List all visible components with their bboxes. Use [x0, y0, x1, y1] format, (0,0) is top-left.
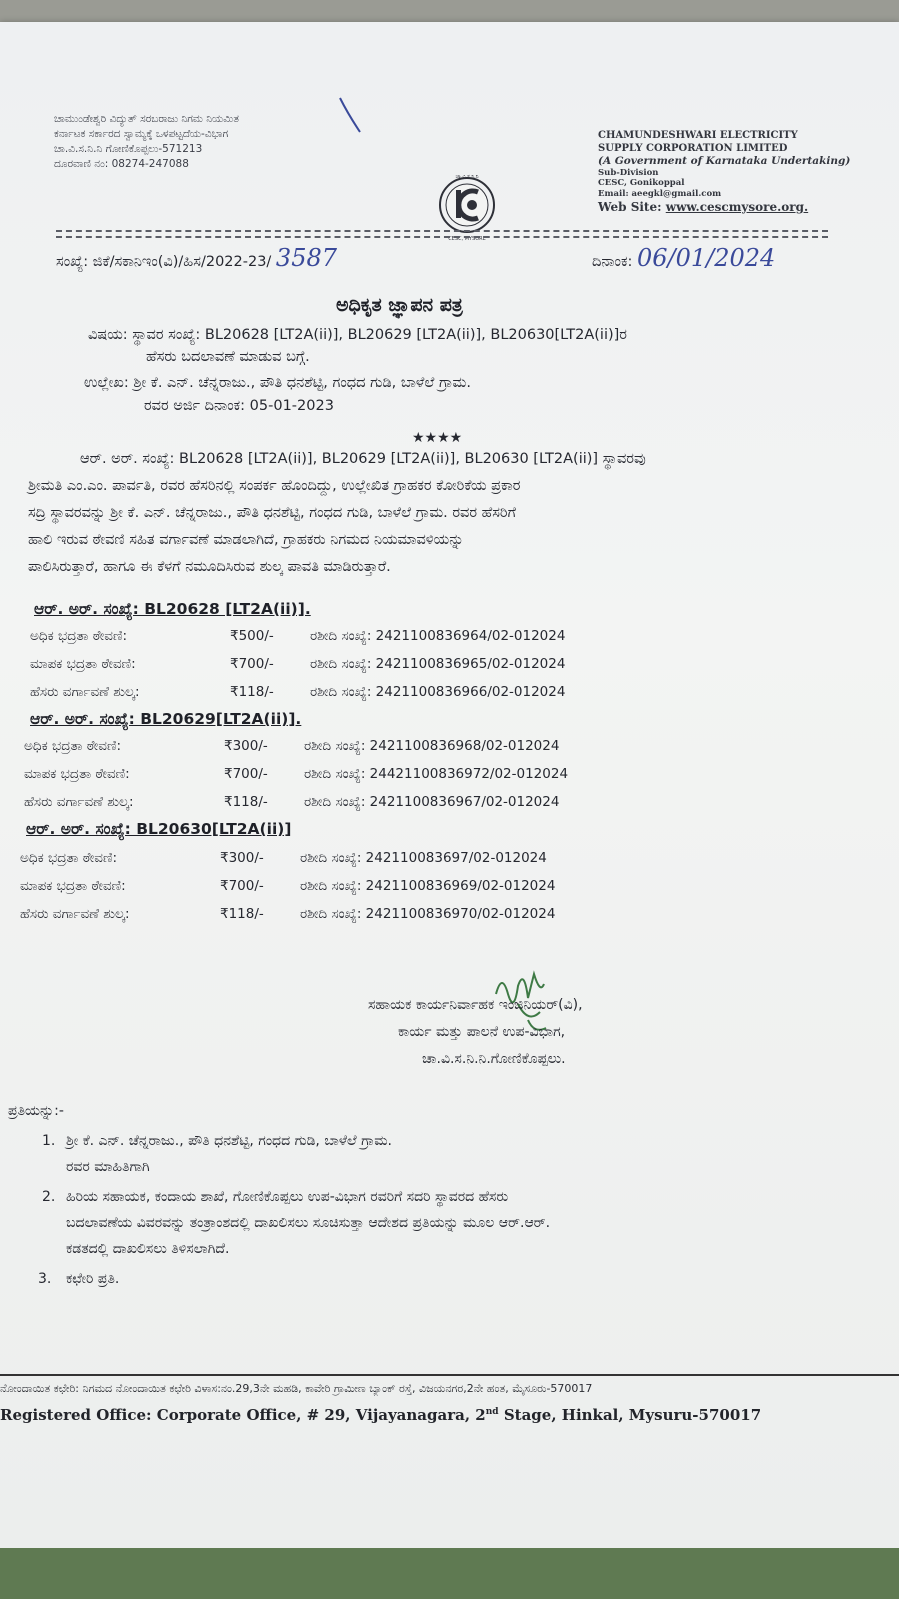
copy-item [66, 1266, 119, 1292]
fee-label: ಹೆಸರು ವರ್ಗಾವಣೆ ಶುಲ್ಕ: [30, 684, 140, 700]
receipt-number: ರಶೀದಿ ಸಂಖ್ಯೆ: 2421100836970/02-012024 [300, 906, 556, 922]
copy-item-line: ಶ್ರೀ ಕೆ. ಎನ್. ಚೆನ್ನರಾಜು., ಪೌತಿ ಧನಶೆಟ್ಟಿ, ಗಂಧದ ಗುಡಿ, ಬಾಳೆಲೆ ಗ್ರಾಮ. [66, 1133, 392, 1149]
header-english-line: Email: aeegkl@gmail.com [598, 188, 722, 199]
fee-amount: ₹500/- [230, 628, 274, 644]
reference-block [84, 372, 471, 418]
website-link[interactable]: www.cescmysore.org. [665, 200, 809, 214]
body-line: ಹಾಲಿ ಇರುವ ಠೇವಣಿ ಸಹಿತ ವರ್ಗಾವಣೆ ಮಾಡಲಾಗಿದೆ, ಗ್ರಾಹಕರು ನಿಗಮದ ನಿಯಮಾವಳಿಯನ್ನು [28, 532, 464, 548]
fee-amount: ₹118/- [224, 794, 268, 810]
document-page [0, 22, 899, 1550]
header-website [598, 201, 850, 214]
footer-english-part: Stage, Hinkal, Mysuru-570017 [498, 1406, 762, 1424]
reference-label: ಉಲ್ಲೇಖ: [84, 375, 129, 391]
header-english-line: (A Government of Karnataka Undertaking) [598, 155, 851, 167]
fee-row [20, 906, 660, 926]
body-line: ಶ್ರೀಮತಿ ಎಂ.ಎಂ. ಪಾರ್ವತಿ, ರವರ ಹೆಸರಿನಲ್ಲಿ ಸಂಪರ್ಕ ಹೊಂದಿದ್ದು, ಉಲ್ಲೇಖಿತ ಗ್ರಾಹಕರ ಕೋರಿಕೆಯ ಪ್ರಕಾರ [28, 478, 521, 494]
receipt-number: ರಶೀದಿ ಸಂಖ್ಯೆ: 2421100836968/02-012024 [304, 738, 560, 754]
section-heading-bl20628: ಆರ್. ಅರ್. ಸಂಖ್ಯೆ: BL20628 [LT2A(ii)]. [34, 600, 311, 618]
fee-row [24, 766, 664, 786]
copy-item-line: ಹಿರಿಯ ಸಹಾಯಕ, ಕಂದಾಯ ಶಾಖೆ, ಗೋಣಿಕೊಪ್ಪಲು ಉಪ-ವಿಭಾಗ ರವರಿಗೆ ಸದರಿ ಸ್ಥಾವರದ ಹೆಸರು [66, 1189, 509, 1205]
fee-amount: ₹118/- [220, 906, 264, 922]
copy-item-line: ಕಡತದಲ್ಲಿ ದಾಖಲಿಸಲು ತಿಳಿಸಲಾಗಿದೆ. [66, 1241, 230, 1257]
copies-label: ಪ್ರತಿಯನ್ನು:- [8, 1103, 64, 1119]
fee-label: ಅಧಿಕ ಭದ್ರತಾ ಠೇವಣಿ: [30, 628, 128, 644]
body-paragraph [28, 446, 848, 581]
stars-divider: ★★★★ [412, 430, 463, 446]
fee-row [30, 656, 670, 676]
signature-block [368, 992, 583, 1073]
pen-mark-icon [336, 96, 366, 136]
header-separator [56, 230, 828, 232]
header-english-line: SUPPLY CORPORATION LIMITED [598, 142, 788, 154]
receipt-number: ರಶೀದಿ ಸಂಖ್ಯೆ: 2421100836964/02-012024 [310, 628, 566, 644]
section-heading-bl20630: ಆರ್. ಅರ್. ಸಂಖ್ಯೆ: BL20630[LT2A(ii)] [26, 820, 292, 838]
footer-english-sup: nd [485, 1407, 499, 1417]
fee-label: ಹೆಸರು ವರ್ಗಾವಣೆ ಶುಲ್ಕ: [20, 906, 130, 922]
copy-item-line: ಕಛೇರಿ ಪ್ರತಿ. [66, 1271, 120, 1287]
fee-amount: ₹700/- [220, 878, 264, 894]
header-english-line: CESC, Gonikoppal [598, 178, 685, 188]
subject-label: ವಿಷಯ: [88, 327, 128, 343]
date-label: ದಿನಾಂಕ: [592, 254, 633, 270]
document-title: ಅಧಿಕೃತ ಜ್ಞಾಪನ ಪತ್ರ [336, 294, 463, 316]
subject-line: ಹೆಸರು ಬದಲಾವಣೆ ಮಾಡುವ ಬಗ್ಗೆ. [146, 349, 310, 365]
receipt-number: ರಶೀದಿ ಸಂಖ್ಯೆ: 2421100836969/02-012024 [300, 878, 556, 894]
copy-item [66, 1184, 866, 1262]
receipt-number: ರಶೀದಿ ಸಂಖ್ಯೆ: 2421100836965/02-012024 [310, 656, 566, 672]
header-kannada [54, 112, 239, 172]
section-heading-bl20629: ಆರ್. ಅರ್. ಸಂಖ್ಯೆ: BL20629[LT2A(ii)]. [30, 710, 302, 728]
fee-label: ಮಾಪಕ ಭದ್ರತಾ ಠೇವಣಿ: [20, 878, 126, 894]
fee-label: ಮಾಪಕ ಭದ್ರತಾ ಠೇವಣಿ: [30, 656, 136, 672]
header-english-line: Sub-Division [598, 167, 659, 178]
reference-line: ಶ್ರೀ ಕೆ. ಎನ್. ಚೆನ್ನರಾಜು., ಪೌತಿ ಧನಶೆಟ್ಟಿ, ಗಂಧದ ಗುಡಿ, ಬಾಳೆಲೆ ಗ್ರಾಮ. [133, 375, 471, 391]
background-bottom [0, 1548, 899, 1599]
logo-bottom-text: CESC, MYSORE [448, 236, 486, 242]
ref-number [56, 244, 337, 272]
subject-block [88, 324, 627, 368]
fee-row [30, 628, 670, 648]
ref-label: ಸಂಖ್ಯೆ: ಜಿಕೆ/ಸಕಾನಿಇಂ(ವಿ)/ಹಿಸ/2022-23/ [56, 254, 272, 270]
fee-row [30, 684, 670, 704]
copy-item-number: 1. [42, 1133, 56, 1149]
header-separator [56, 236, 828, 238]
footer-english [0, 1406, 899, 1424]
logo-top-text: ಚಾ.ವಿ.ಸ.ನಿ.ನಿ [455, 174, 479, 180]
ref-date [592, 244, 775, 272]
body-line: ಸದ್ರಿ ಸ್ಥಾವರವನ್ನು ಶ್ರೀ ಕೆ. ಎನ್. ಚೆನ್ನರಾಜು., ಪೌತಿ ಧನಶೆಟ್ಟಿ, ಗಂಧದ ಗುಡಿ, ಬಾಳೆಲೆ ಗ್ರಾಮ. ರವರ ಹೆಸರಿಗೆ [28, 505, 517, 521]
fee-label: ಅಧಿಕ ಭದ್ರತಾ ಠೇವಣಿ: [24, 738, 122, 754]
fee-row [20, 878, 660, 898]
receipt-number: ರಶೀದಿ ಸಂಖ್ಯೆ: 2421100836967/02-012024 [304, 794, 560, 810]
handwritten-date: 06/01/2024 [637, 244, 776, 272]
fee-label: ಹೆಸರು ವರ್ಗಾವಣೆ ಶುಲ್ಕ: [24, 794, 134, 810]
signature-line: ಸಹಾಯಕ ಕಾರ್ಯನಿರ್ವಾಹಕ ಇಂಜಿನಿಯರ್(ವಿ), [368, 997, 583, 1013]
receipt-number: ರಶೀದಿ ಸಂಖ್ಯೆ: 242110083697/02-012024 [300, 850, 547, 866]
receipt-number: ರಶೀದಿ ಸಂಖ್ಯೆ: 24421100836972/02-012024 [304, 766, 569, 782]
header-english [598, 130, 850, 214]
reference-line: ರವರ ಅರ್ಜಿ ದಿನಾಂಕ: 05-01-2023 [144, 398, 334, 414]
header-kannada-line: ಚಾಮುಂಡೇಶ್ವರಿ ವಿದ್ಯುತ್ ಸರಬರಾಜು ನಿಗಮ ನಿಯಮಿತ [54, 113, 239, 125]
fee-amount: ₹118/- [230, 684, 274, 700]
body-line: ಪಾಲಿಸಿರುತ್ತಾರೆ, ಹಾಗೂ ಈ ಕೆಳಗೆ ನಮೂದಿಸಿರುವ ಶುಲ್ಕ ಪಾವತಿ ಮಾಡಿರುತ್ತಾರೆ. [28, 559, 391, 575]
body-line: ಆರ್. ಅರ್. ಸಂಖ್ಯೆ: BL20628 [LT2A(ii)], BL20629 [LT2A(ii)], BL20630 [LT2A(ii)] ಸ್ಥಾವರವು [80, 451, 646, 467]
fee-amount: ₹300/- [224, 738, 268, 754]
header-kannada-line: ದೂರವಾಣಿ ನಂ: 08274-247088 [54, 158, 189, 170]
signature-line: ಕಾರ್ಯ ಮತ್ತು ಪಾಲನೆ ಉಪ-ವಿಭಾಗ, [398, 1024, 566, 1040]
fee-label: ಮಾಪಕ ಭದ್ರತಾ ಠೇವಣಿ: [24, 766, 130, 782]
fee-amount: ₹300/- [220, 850, 264, 866]
fee-row [24, 738, 664, 758]
footer-english-part: Registered Office: Corporate Office, # 29, Vijayanagara, 2 [0, 1406, 486, 1424]
website-label: Web Site: [598, 200, 662, 214]
header-kannada-line: ಕರ್ನಾಟಕ ಸರ್ಕಾರದ ಸ್ವಾಮ್ಯಕ್ಕೆ ಒಳಪಟ್ಟದೆಯ-ವಿಭಾಗ [54, 128, 229, 140]
receipt-number: ರಶೀದಿ ಸಂಖ್ಯೆ: 2421100836966/02-012024 [310, 684, 566, 700]
copy-item-line: ಬದಲಾವಣೆಯ ವಿವರವನ್ನು ತಂತ್ರಾಂಶದಲ್ಲಿ ದಾಖಲಿಸಲು ಸೂಚಿಸುತ್ತಾ ಆದೇಶದ ಪ್ರತಿಯನ್ನು ಮೂಲ ಆರ್.ಆರ್. [66, 1215, 551, 1231]
signature-line: ಚಾ.ವಿ.ಸ.ನಿ.ನಿ.ಗೋಣಿಕೊಪ್ಪಲು. [422, 1051, 566, 1067]
fee-row [24, 794, 664, 814]
footer-kannada: ನೋಂದಾಯಿತ ಕಛೇರಿ: ನಿಗಮದ ನೋಂದಾಯಿತ ಕಛೇರಿ ವಿಳಾಸ:ನಂ.29,3ನೇ ಮಹಡಿ, ಕಾವೇರಿ ಗ್ರಾಮೀಣ ಬ್ಯಾಂಕ್ ರಸ್ತೆ, ವಿಜಯನಗರ,2ನೇ ಹಂತ, ಮೈಸೂರು-570017 [0, 1382, 593, 1395]
fee-amount: ₹700/- [224, 766, 268, 782]
copy-item [66, 1128, 846, 1180]
footer-rule [0, 1374, 899, 1376]
header-kannada-line: ಚಾ.ವಿ.ಸ.ನಿ.ನಿ ಗೋಣಿಕೊಪ್ಪಲು-571213 [54, 143, 203, 155]
copy-item-number: 2. [42, 1189, 56, 1205]
subject-line: ಸ್ಥಾವರ ಸಂಖ್ಯೆ: BL20628 [LT2A(ii)], BL20629 [LT2A(ii)], BL20630[LT2A(ii)]ರ [132, 327, 627, 343]
fee-row [20, 850, 660, 870]
fee-label: ಅಧಿಕ ಭದ್ರತಾ ಠೇವಣಿ: [20, 850, 118, 866]
ref-handwritten-number: 3587 [275, 244, 337, 272]
fee-amount: ₹700/- [230, 656, 274, 672]
copy-item-line: ರವರ ಮಾಹಿತಿಗಾಗಿ [66, 1159, 150, 1175]
copy-item-number: 3. [38, 1271, 52, 1287]
header-english-line: CHAMUNDESHWARI ELECTRICITY [598, 130, 798, 141]
